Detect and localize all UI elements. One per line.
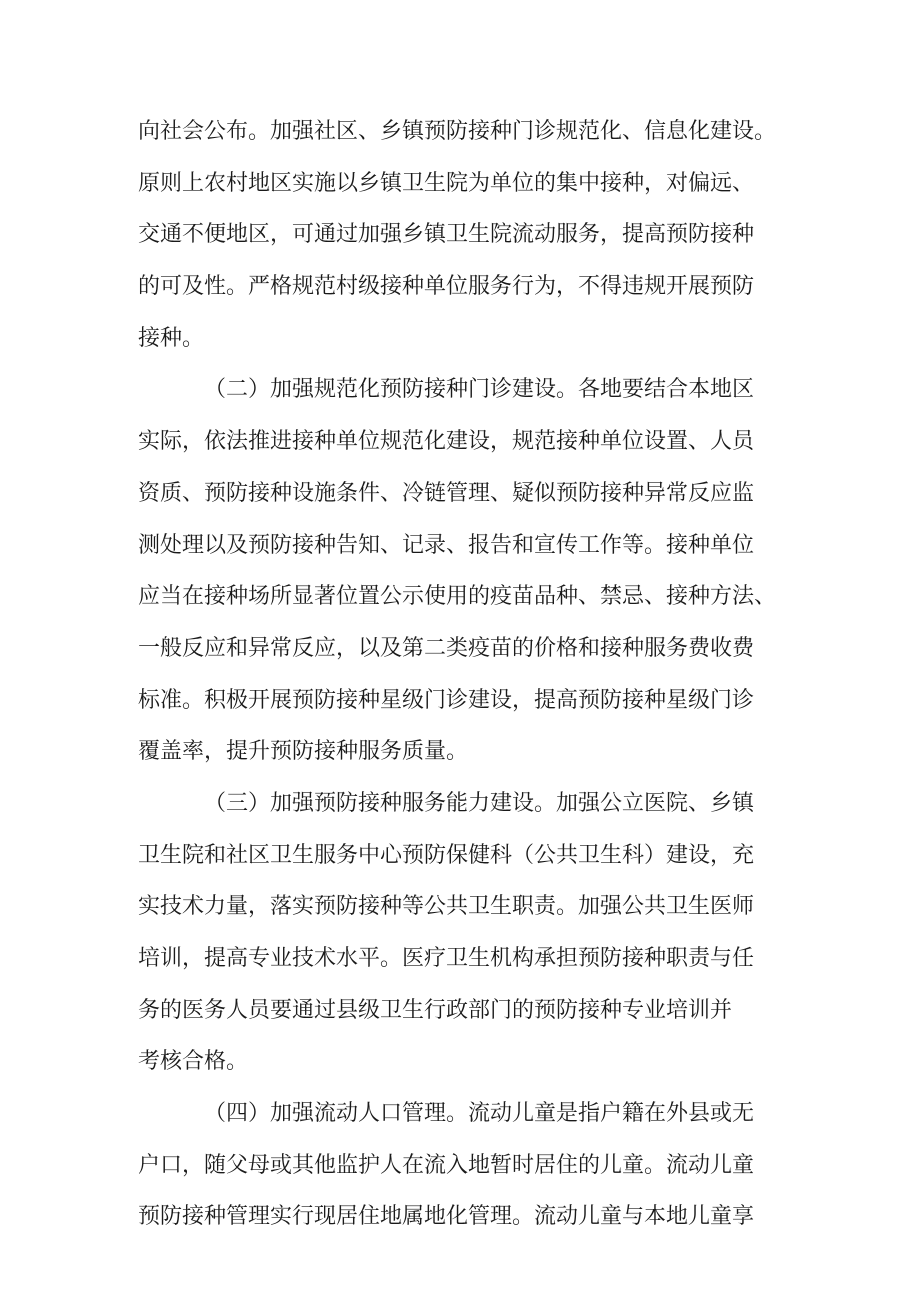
text-line: 务的医务人员要通过县级卫生行政部门的预防接种专业培训并 [138,997,733,1023]
text-line: 接种。 [138,325,205,351]
text-line: 向社会公布。加强社区、乡镇预防接种门诊规范化、信息化建设。 [138,119,777,144]
text-line: 原则上农村地区实施以乡镇卫生院为单位的集中接种，对偏远、 [138,170,755,196]
text-line: 户口，随父母或其他监护人在流入地暂时居住的儿童。流动儿童 [138,1152,755,1178]
text-line: 一般反应和异常反应，以及第二类疫苗的价格和接种服务费收费 [138,635,755,661]
text-line: 标准。积极开展预防接种星级门诊建设，提高预防接种星级门诊 [138,687,755,713]
text-line: 预防接种管理实行现居住地属地化管理。流动儿童与本地儿童享 [138,1204,755,1230]
text-line: 实技术力量，落实预防接种等公共卫生职责。加强公共卫生医师 [138,894,755,920]
text-line: 实际，依法推进接种单位规范化建设，规范接种单位设置、人员 [138,429,755,455]
text-line: 资质、预防接种设施条件、冷链管理、疑似预防接种异常反应监 [138,480,755,506]
text-line: 的可及性。严格规范村级接种单位服务行为，不得违规开展预防 [138,274,755,300]
text-line: 培训，提高专业技术水平。医疗卫生机构承担预防接种职责与任 [138,946,755,971]
text-line: 考核合格。 [138,1049,249,1075]
section-heading-line: （三）加强预防接种服务能力建设。加强公立医院、乡镇 [204,790,755,816]
text-line: 覆盖率，提升预防接种服务质量。 [138,739,469,765]
text-line: 交通不便地区，可通过加强乡镇卫生院流动服务，提高预防接种 [138,222,755,248]
text-line: 卫生院和社区卫生服务中心预防保健科（公共卫生科）建设，充 [138,842,755,868]
section-heading-line: （四）加强流动人口管理。流动儿童是指户籍在外县或无 [204,1101,755,1127]
text-line: 测处理以及预防接种告知、记录、报告和宣传工作等。接种单位 [138,532,755,558]
section-heading-line: （二）加强规范化预防接种门诊建设。各地要结合本地区 [204,377,755,403]
document-body [138,106,818,1243]
text-line: 应当在接种场所显著位置公示使用的疫苗品种、禁忌、接种方法、 [138,584,777,610]
